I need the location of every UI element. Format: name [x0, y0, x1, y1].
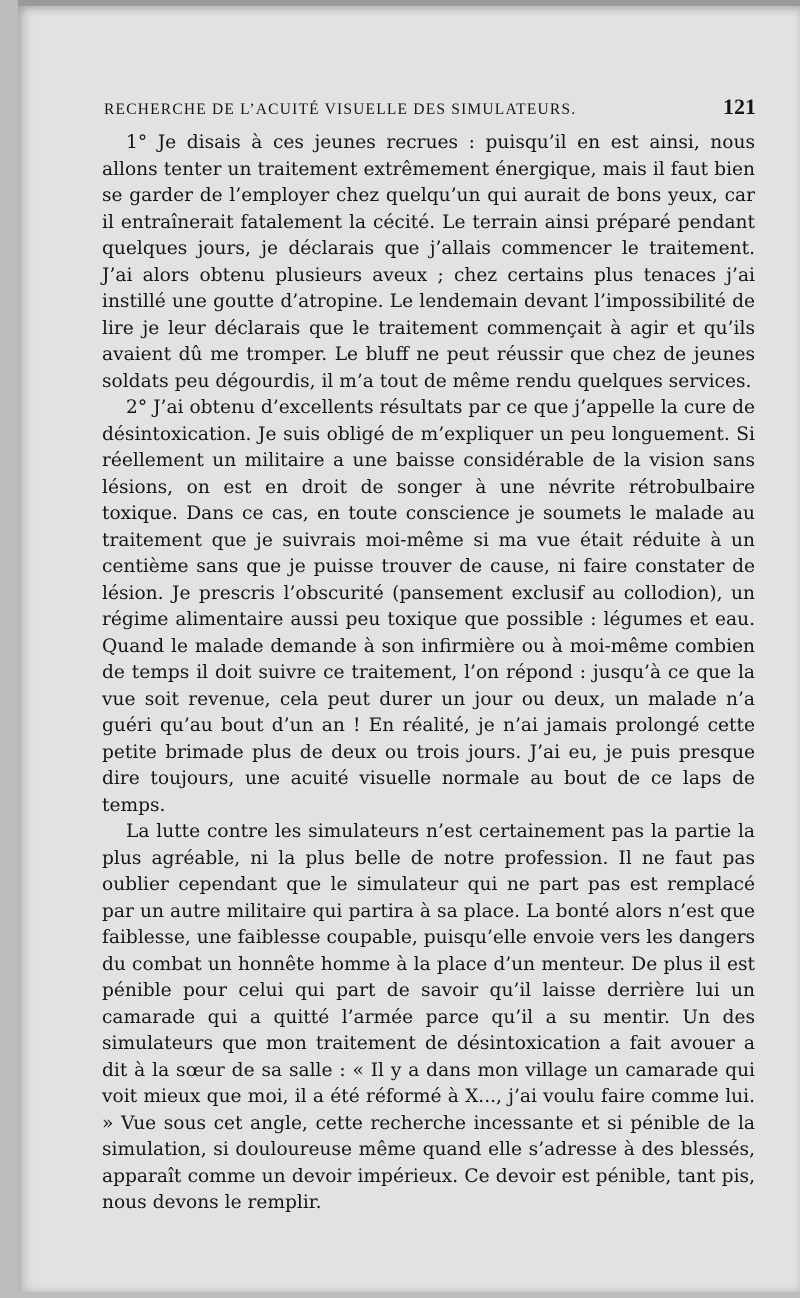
paragraph-text: La lutte contre les simulateurs n’est certainement pas la partie la plus agréable, ni la plus belle de notre profession. Il ne faut pas oublier cependant que le simulateur qui ne part pas est remplacé par un autre militaire qui partira à sa place. La bonté alors n’est que faiblesse, une faiblesse coupable, puisqu’elle envoie vers les dangers du combat un honnête homme à la place d’un menteur. De plus il est pénible pour celui qui part de savoir qu’il laisse derrière lui un camarade qui a quitté l’armée parce qu’il a su mentir. Un des simulateurs que mon traitement de désintoxication a fait avouer a dit à la sœur de sa salle : « Il y a dans mon village un camarade qui voit mieux que moi, il a été réformé à X..., j’ai voulu faire comme lui. » Vue sous cet angle, cette recherche incessante et si pénible de la simulation, si douloureuse même quand elle s’adresse à des blessés, apparaît comme un devoir impérieux. Ce devoir est pénible, tant pis, nous devons le remplir.	[102, 821, 755, 1213]
page-body	[102, 130, 755, 1217]
paragraph-2	[102, 395, 755, 819]
running-header	[104, 94, 756, 124]
paragraph-text: 1° Je disais à ces jeunes recrues : puisqu’il en est ainsi, nous allons tenter un traitement extrêmement énergique, mais il faut bien se garder de l’employer chez quelqu’un qui aurait de bons yeux, car il entraînerait fatalement la cécité. Le terrain ainsi préparé pendant quelques jours, je déclarais que j’allais commencer le traitement. J’ai alors obtenu plusieurs aveux ; chez certains plus tenaces j’ai instillé une goutte d’atropine. Le lendemain devant l’impossibilité de lire je leur déclarais que le traitement commençait à agir et qu’ils avaient dû me tromper. Le bluff ne peut réussir que chez de jeunes soldats peu dégourdis, il m’a tout de même rendu quelques services.	[102, 132, 755, 392]
paragraph-text: 2° J’ai obtenu d’excellents résultats par ce que j’appelle la cure de désintoxication. Je suis obligé de m’expliquer un peu longuement. Si réellement un militaire a une baisse considérable de la vision sans lésions, on est en droit de songer à une névrite rétrobulbaire toxique. Dans ce cas, en toute conscience je soumets le malade au traitement que je suivrais moi-même si ma vue était réduite à un centième sans que je puisse trouver de cause, ni faire constater de lésion. Je prescris l’obscurité (pansement exclusif au collodion), un régime alimentaire aussi peu toxique que possible : légumes et eau. Quand le malade demande à son infirmière ou à moi-même combien de temps il doit suivre ce traitement, l’on répond : jusqu’à ce que la vue soit revenue, cela peut durer un jour ou deux, un malade n’a guéri qu’au bout d’un an ! En réalité, je n’ai jamais prolongé cette petite brimade plus de deux ou trois jours. J’ai eu, je puis presque dire toujours, une acuité visuelle normale au bout de ce laps de temps.	[102, 397, 755, 816]
running-title: RECHERCHE DE L’ACUITÉ VISUELLE DES SIMULATEURS.	[104, 101, 577, 118]
paragraph-1	[102, 130, 755, 395]
paragraph-3	[102, 819, 755, 1217]
page-number: 121	[723, 94, 756, 119]
